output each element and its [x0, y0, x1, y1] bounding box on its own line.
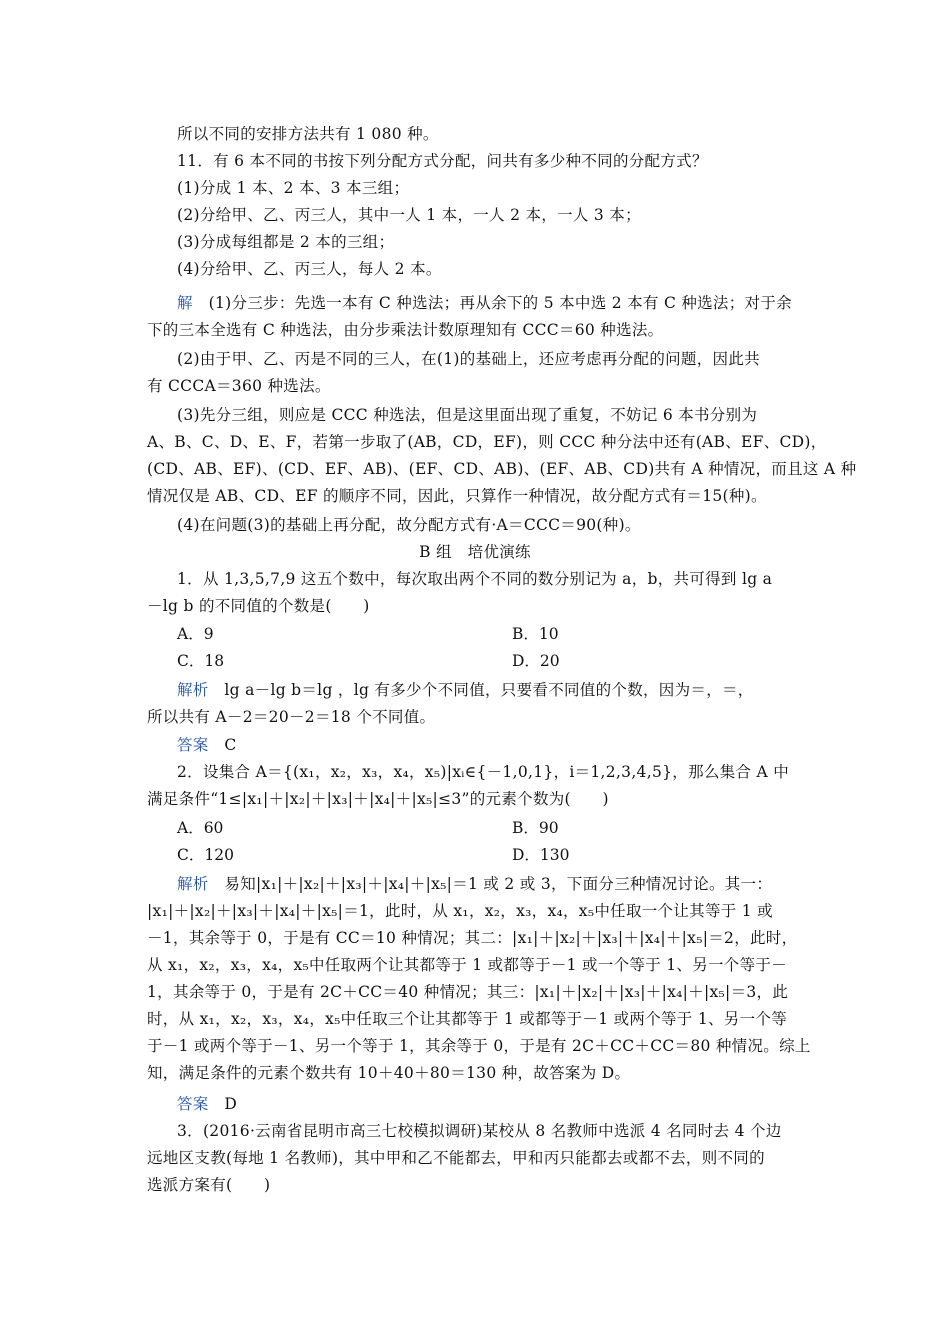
q1-option-d: D．20: [512, 652, 560, 670]
question-3: 3．(2016·云南省昆明市高三七校模拟调研)某校从 8 名教师中选派 4 名同时去 4 个边: [177, 1122, 782, 1140]
q2-option-c: C．120: [177, 846, 234, 864]
text-line: 知，满足条件的元素个数共有 10＋40＋80＝130 种，故答案为 D。: [147, 1064, 631, 1082]
section-title: B 组 培优演练: [419, 543, 531, 561]
text-line: 有 CCCA＝360 种选法。: [147, 377, 331, 395]
text-line: (4)分给甲、乙、丙三人，每人 2 本。: [177, 260, 442, 278]
text-line: －1，其余等于 0，于是有 CC＝10 种情况；其二：|x₁|＋|x₂|＋|x₃|＋|x₄|＋|x₅|＝2，此时，: [147, 929, 798, 947]
solution-line: 解 (1)分三步：先选一本有 C 种选法；再从余下的 5 本中选 2 本有 C 种选法；对于余: [177, 294, 792, 312]
analysis-line: 解析 易知|x₁|＋|x₂|＋|x₃|＋|x₄|＋|x₅|＝1 或 2 或 3，下面分三种情况讨论。其一：: [177, 875, 773, 893]
text-line: 1，其余等于 0，于是有 2C＋CC＝40 种情况；其三：|x₁|＋|x₂|＋|x₃|＋|x₄|＋|x₅|＝3，此: [147, 983, 789, 1001]
question-11: 11．有 6 本不同的书按下列分配方式分配，问共有多少种不同的分配方式？: [177, 152, 708, 170]
q1-option-b: B．10: [512, 625, 559, 643]
text-line: (2)分给甲、乙、丙三人，其中一人 1 本，一人 2 本，一人 3 本；: [177, 206, 641, 224]
answer-label: 答案: [177, 1095, 209, 1113]
answer-line: 答案 D: [177, 1095, 238, 1113]
text-line: (CD、AB、EF)、(CD、EF、AB)、(EF、CD、AB)、(EF、AB、CD)共有 A 种情况，而且这 A 种: [147, 460, 857, 478]
analysis-label: 解析: [177, 681, 209, 699]
text-line: 选派方案有( ): [147, 1176, 271, 1194]
text-line: (1)分成 1 本、2 本、3 本三组；: [177, 179, 410, 197]
question-2: 2．设集合 A＝{(x₁，x₂，x₃，x₄，x₅)|xᵢ∈{－1,0,1}，i＝1,2,3,4,5}，那么集合 A 中: [177, 763, 790, 781]
q2-option-a: A．60: [177, 819, 224, 837]
text-line: 于－1 或两个等于－1、另一个等于 1，其余等于 0，于是有 2C＋CC＋CC＝80 种情况。综上: [147, 1037, 811, 1055]
text-line: －lg b 的不同值的个数是( ): [147, 597, 370, 615]
q2-option-d: D．130: [512, 846, 570, 864]
q2-option-b: B．90: [512, 819, 559, 837]
text-line: 所以共有 A－2＝20－2＝18 个不同值。: [147, 708, 436, 726]
q1-option-a: A．9: [177, 625, 214, 643]
analysis-label: 解析: [177, 875, 209, 893]
q1-option-c: C．18: [177, 652, 225, 670]
text-line: 满足条件“1≤|x₁|＋|x₂|＋|x₃|＋|x₄|＋|x₅|≤3”的元素个数为( ): [147, 790, 609, 808]
text-line: 情况仅是 AB、CD、EF 的顺序不同，因此，只算作一种情况，故分配方式有＝15(种)。: [147, 487, 767, 505]
text-line: A、B、C、D、E、F，若第一步取了(AB，CD，EF)，则 CCC 种分法中还有(AB、EF、CD)，: [147, 433, 827, 451]
text-line: 时，从 x₁，x₂，x₃，x₄，x₅中任取三个让其都等于 1 或都等于－1 或两个等于 1、另一个等: [147, 1010, 787, 1028]
text-line: (2)由于甲、乙、丙是不同的三人，在(1)的基础上，还应考虑再分配的问题，因此共: [177, 350, 760, 368]
analysis-line: 解析 lg a－lg b＝lg ，lg 有多少个不同值，只要看不同值的个数，因为＝，＝，: [177, 681, 754, 699]
solution-label: 解: [177, 294, 193, 312]
question-1: 1．从 1,3,5,7,9 这五个数中，每次取出两个不同的数分别记为 a，b，共可得到 lg a: [177, 570, 773, 588]
answer-label: 答案: [177, 736, 209, 754]
text-line: (3)分成每组都是 2 本的三组；: [177, 233, 395, 251]
text-line: 从 x₁，x₂，x₃，x₄，x₅中任取两个让其都等于 1 或都等于－1 或一个等于 1、另一个等于－: [147, 956, 787, 974]
text-line: (3)先分三组，则应是 CCC 种选法，但是这里面出现了重复，不妨记 6 本书分别为: [177, 406, 758, 424]
text-line: 所以不同的安排方法共有 1 080 种。: [177, 125, 439, 143]
text-line: 下的三本全选有 C 种选法，由分步乘法计数原理知有 CCC＝60 种选法。: [147, 321, 664, 339]
text-line: |x₁|＋|x₂|＋|x₃|＋|x₄|＋|x₅|＝1，此时，从 x₁，x₂，x₃，x₄，x₅中任取一个让其等于 1 或: [147, 902, 773, 920]
text-line: 远地区支教(每地 1 名教师)，其中甲和乙不能都去，甲和丙只能都去或都不去，则不同的: [147, 1149, 765, 1167]
text-line: (4)在问题(3)的基础上再分配，故分配方式有·A＝CCC＝90(种)。: [177, 516, 641, 534]
answer-line: 答案 C: [177, 736, 237, 754]
